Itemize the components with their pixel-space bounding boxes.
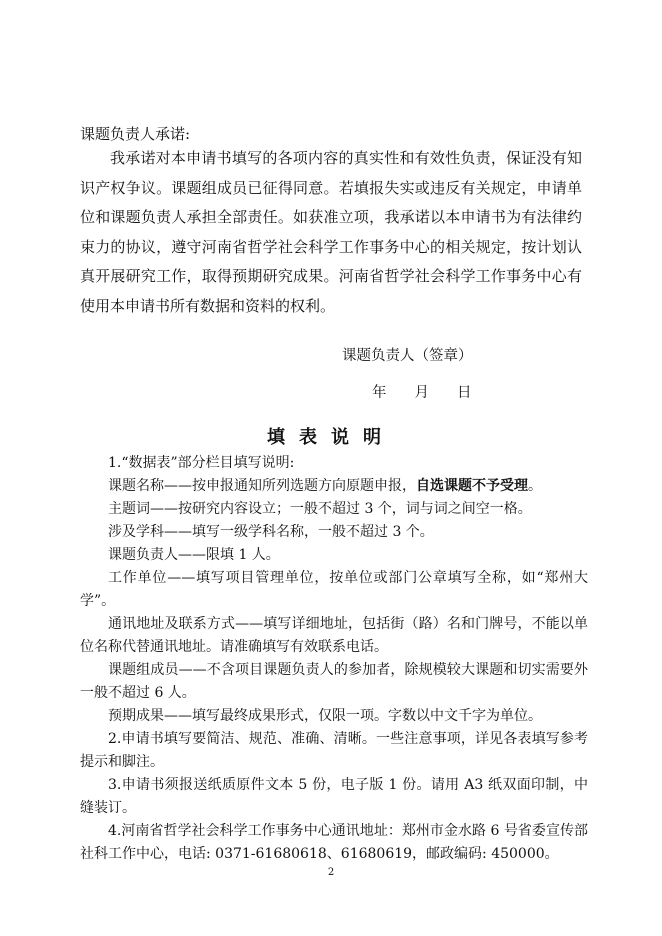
instruction-emphasis: 自选课题不予受理 (416, 478, 528, 494)
date-day: 日 (457, 385, 472, 401)
instruction-item: 3.申请书须报送纸质原件文本 5 份，电子版 1 份。请用 A3 纸双面印制，中缝装订。 (80, 777, 588, 816)
instruction-item: 通讯地址及联系方式——填写详细地址，包括街（路）名和门牌号，不能以单位名称代替通讯地址。请准确填写有效联系电话。 (80, 616, 588, 655)
instruction-item: 2.申请书填写要简洁、规范、准确、清晰。一些注意事项，详见各表填写参考提示和脚注。 (80, 731, 588, 770)
promise-heading: 课题负责人承诺: (80, 125, 191, 143)
page-number: 2 (327, 867, 335, 878)
instruction-text: 课题名称——按申报通知所列选题方向原题申报， (108, 478, 416, 494)
promise-body: 我承诺对本申请书填写的各项内容的真实性和有效性负责，保证没有知识产权争议。课题组成员已征得同意。若填报失实或违反有关规定，申请单位和课题负责人承担全部责任。如获准立项，我承诺以本申请书为有法律约束力的协议，遵守河南省哲学社会科学工作事务中心的相关规定，按计划认真开展研究工作，取得预期研究成果。河南省哲学社会科学工作事务中心有使用本申请书所有数据和资料的权利。 (80, 149, 582, 315)
signature-label: 课题负责人（签章） (342, 348, 473, 364)
date-month: 月 (414, 385, 429, 401)
instruction-item: 课题组成员——不含项目课题负责人的参加者，除规模较大课题和切实需要外一般不超过 6 人。 (80, 662, 588, 701)
instructions-title: 填表说明 (267, 427, 395, 448)
instruction-item: 预期成果——填写最终成果形式，仅限一项。字数以中文千字为单位。 (108, 708, 542, 724)
instruction-item: 课题负责人——限填 1 人。 (108, 547, 280, 563)
instruction-tail: 。 (528, 478, 542, 494)
date-line (372, 383, 472, 403)
instruction-item: 1.“数据表”部分栏目填写说明: (108, 455, 295, 471)
instruction-item: 工作单位——填写项目管理单位，按单位或部门公章填写全称，如“郑州大学”。 (80, 570, 588, 609)
instruction-item (80, 475, 588, 498)
instruction-item: 主题词——按研究内容设立；一般不超过 3 个，词与词之间空一格。 (108, 501, 532, 517)
instruction-item: 4.河南省哲学社会科学工作事务中心通讯地址：郑州市金水路 6 号省委宣传部社科工作中心，电话: 0371-61680618、61680619，邮政编码: 450000。 (80, 823, 588, 862)
date-year: 年 (372, 385, 387, 401)
instruction-item: 涉及学科——填写一级学科名称，一般不超过 3 个。 (108, 524, 434, 540)
